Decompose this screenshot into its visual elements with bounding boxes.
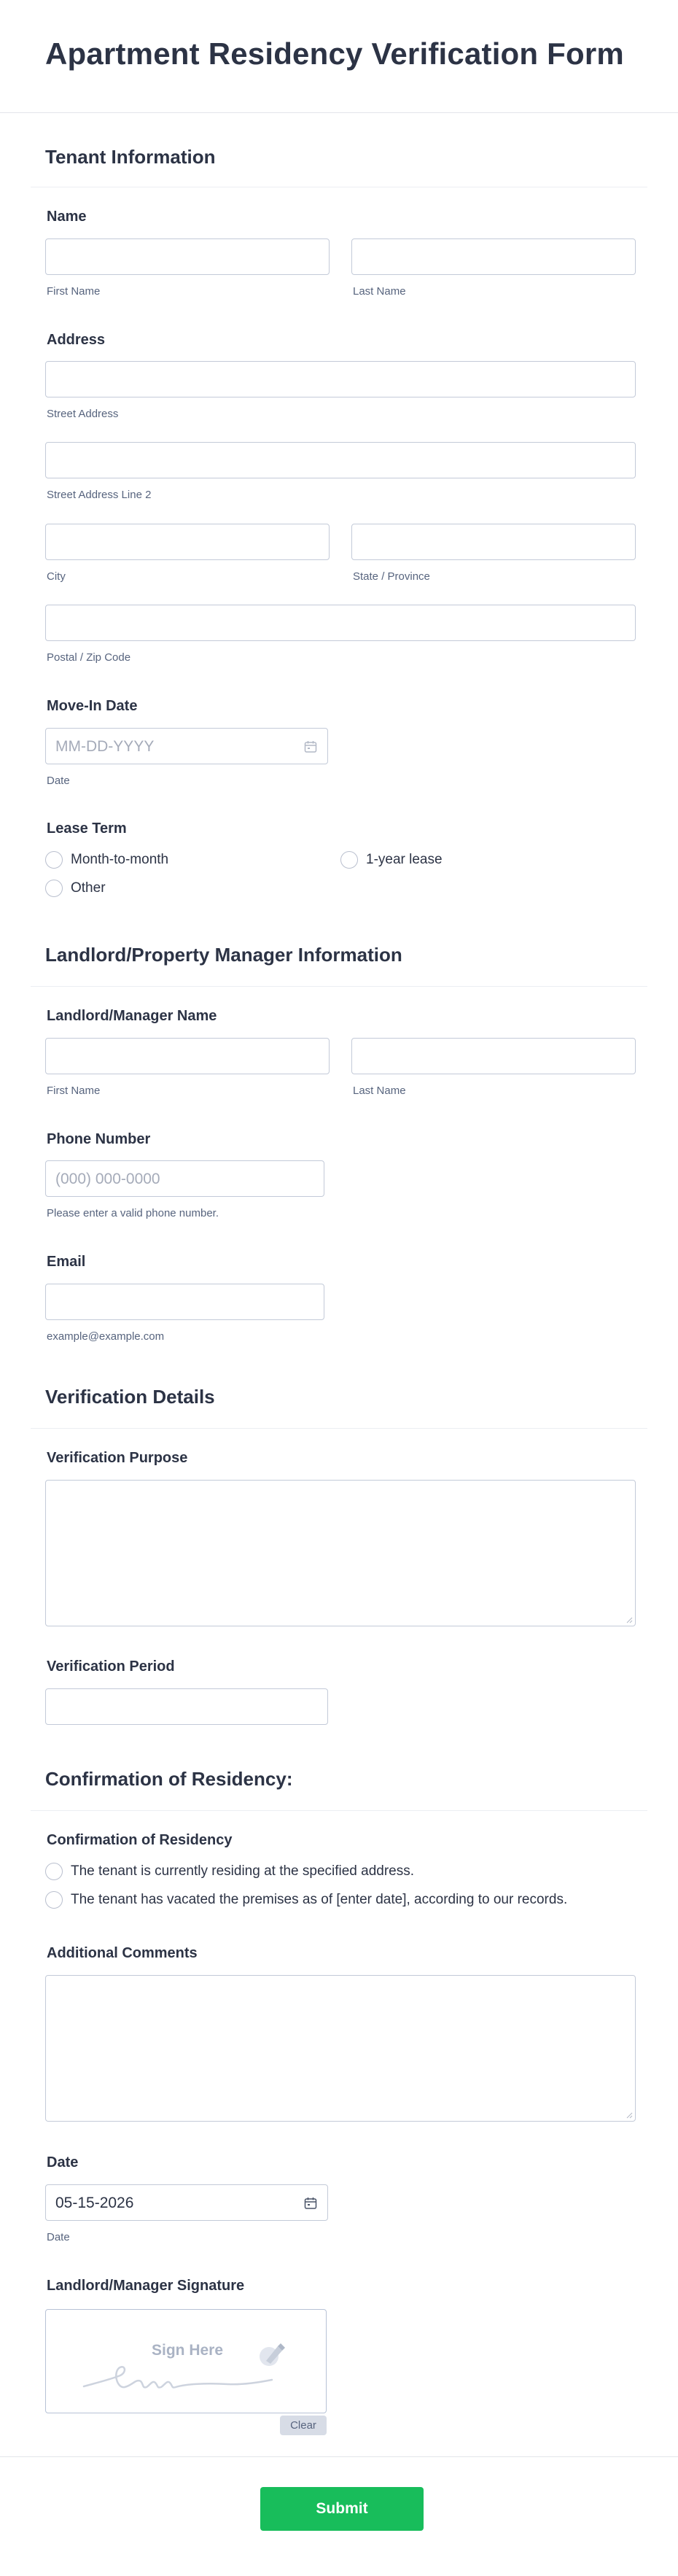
verification-purpose-label: Verification Purpose	[47, 1450, 188, 1466]
calendar-icon[interactable]	[304, 2197, 317, 2210]
section-divider	[31, 986, 647, 987]
state-input[interactable]	[351, 524, 636, 560]
signature-pad[interactable]	[45, 2309, 327, 2413]
lease-option-other[interactable]: Other	[45, 879, 106, 898]
submit-button[interactable]: Submit	[260, 2487, 424, 2531]
resize-handle-icon[interactable]	[626, 1616, 633, 1623]
radio-button[interactable]	[45, 1891, 63, 1909]
confirmation-option-residing[interactable]: The tenant is currently residing at the specified address.	[45, 1862, 414, 1881]
move-in-date-placeholder: MM-DD-YYYY	[55, 738, 155, 755]
date-label: Date	[47, 2154, 79, 2170]
landlord-name-label: Landlord/Manager Name	[47, 1008, 217, 1024]
section-title-verification: Verification Details	[45, 1386, 215, 1408]
lease-option-1-year[interactable]: 1-year lease	[340, 850, 443, 869]
email-label: Email	[47, 1254, 86, 1270]
section-title-confirmation: Confirmation of Residency:	[45, 1768, 293, 1790]
city-sublabel: City	[47, 570, 66, 583]
city-input[interactable]	[45, 524, 330, 560]
section-divider	[31, 1810, 647, 1811]
additional-comments-label: Additional Comments	[47, 1945, 198, 1961]
first-name-sublabel: First Name	[47, 285, 101, 298]
date-sublabel: Date	[47, 2231, 70, 2243]
postal-code-sublabel: Postal / Zip Code	[47, 651, 131, 664]
landlord-first-name-sublabel: First Name	[47, 1085, 101, 1097]
move-in-date-input[interactable]	[45, 728, 328, 764]
clear-signature-button[interactable]: Clear	[280, 2416, 327, 2435]
verification-period-input[interactable]	[45, 1688, 328, 1725]
signature-label: Landlord/Manager Signature	[47, 2278, 245, 2294]
resize-handle-icon[interactable]	[626, 2111, 633, 2119]
move-in-date-label: Move-In Date	[47, 698, 138, 714]
last-name-input[interactable]	[351, 238, 636, 275]
confirmation-option-vacated[interactable]: The tenant has vacated the premises as of [enter date], according to our records.	[45, 1890, 567, 1909]
date-input[interactable]	[45, 2184, 328, 2221]
form-title: Apartment Residency Verification Form	[45, 36, 624, 71]
last-name-sublabel: Last Name	[353, 285, 406, 298]
name-label: Name	[47, 209, 87, 225]
confirmation-label: Confirmation of Residency	[47, 1832, 233, 1848]
additional-comments-textarea[interactable]	[45, 1975, 636, 2122]
phone-label: Phone Number	[47, 1131, 151, 1147]
street-address-line2-sublabel: Street Address Line 2	[47, 489, 152, 501]
lease-term-label: Lease Term	[47, 820, 127, 837]
signature-hint: Sign Here	[152, 2342, 224, 2359]
address-label: Address	[47, 332, 106, 348]
radio-button[interactable]	[45, 851, 63, 869]
calendar-icon[interactable]	[304, 740, 317, 753]
landlord-last-name-sublabel: Last Name	[353, 1085, 406, 1097]
street-address-sublabel: Street Address	[47, 408, 119, 420]
phone-input[interactable]	[45, 1160, 324, 1197]
verification-purpose-textarea[interactable]	[45, 1480, 636, 1626]
radio-button[interactable]	[45, 880, 63, 897]
form-header	[0, 0, 678, 113]
move-in-date-sublabel: Date	[47, 775, 70, 787]
radio-button[interactable]	[340, 851, 358, 869]
street-address-input[interactable]	[45, 361, 636, 397]
street-address-line2-input[interactable]	[45, 442, 636, 478]
email-input[interactable]	[45, 1284, 324, 1320]
section-divider	[31, 1428, 647, 1429]
first-name-input[interactable]	[45, 238, 330, 275]
phone-sublabel: Please enter a valid phone number.	[47, 1207, 219, 1219]
lease-option-month-to-month[interactable]: Month-to-month	[45, 850, 168, 869]
pen-icon	[256, 2339, 288, 2371]
postal-code-input[interactable]	[45, 605, 636, 641]
section-title-landlord: Landlord/Property Manager Information	[45, 944, 402, 966]
radio-button[interactable]	[45, 1863, 63, 1880]
state-sublabel: State / Province	[353, 570, 430, 583]
verification-period-label: Verification Period	[47, 1659, 175, 1675]
landlord-first-name-input[interactable]	[45, 1038, 330, 1074]
email-sublabel: example@example.com	[47, 1330, 165, 1343]
section-title-tenant: Tenant Information	[45, 146, 216, 168]
date-value: 05-15-2026	[55, 2195, 134, 2211]
landlord-last-name-input[interactable]	[351, 1038, 636, 1074]
footer-divider	[0, 2456, 678, 2457]
phone-placeholder: (000) 000-0000	[55, 1171, 160, 1187]
